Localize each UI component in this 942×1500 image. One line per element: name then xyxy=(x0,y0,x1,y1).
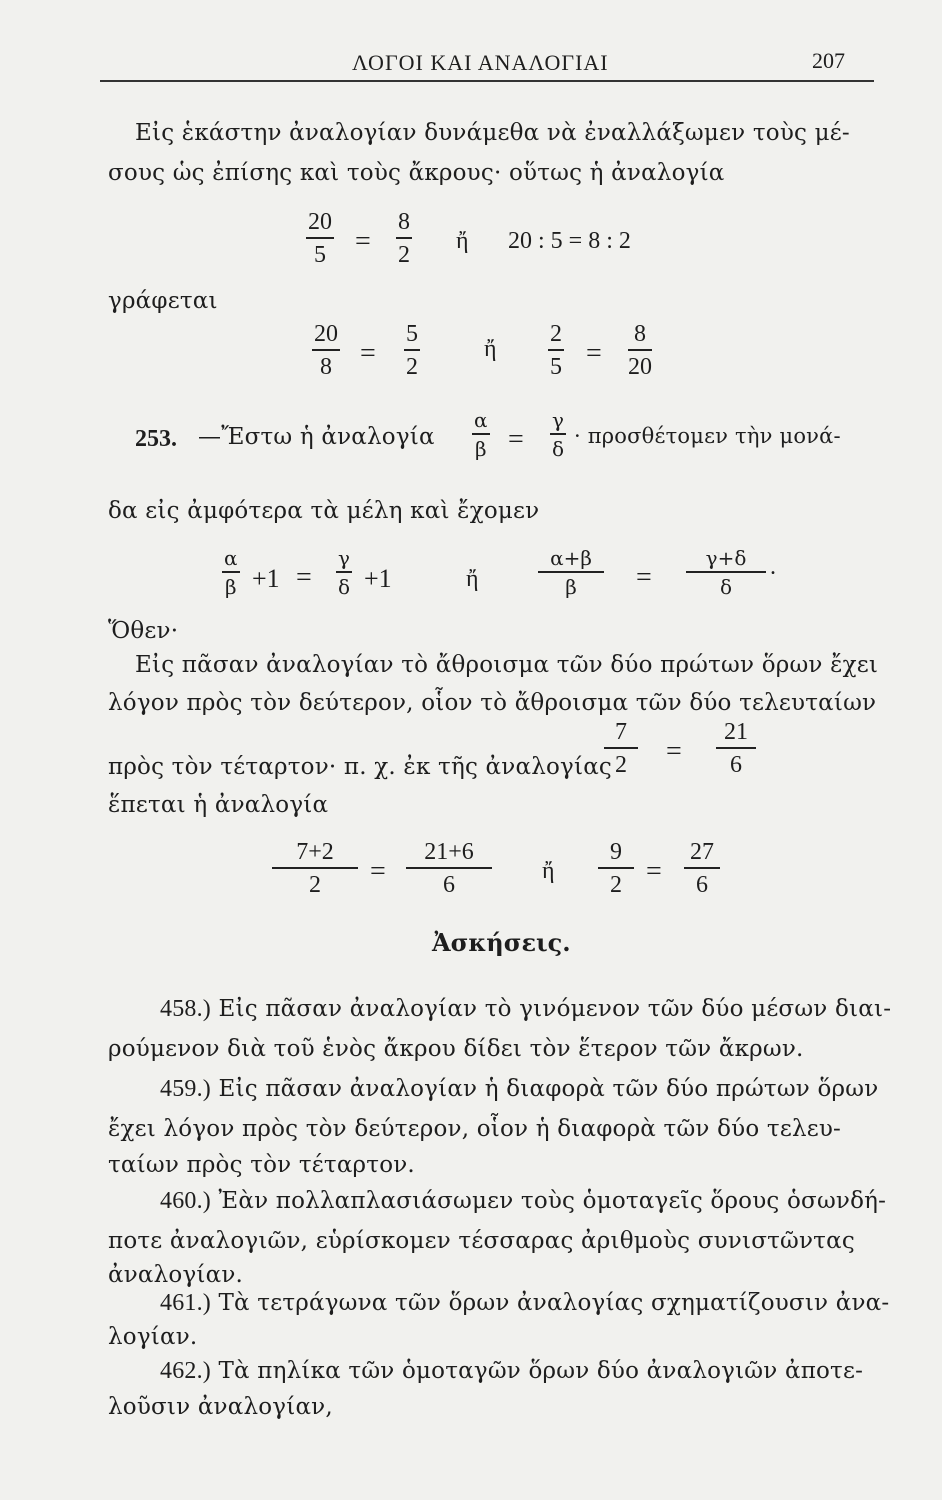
sec253-line2: δα εἰς ἀμφότερα τὰ μέλη καὶ ἔχομεν xyxy=(108,498,540,524)
fraction-numerator: 27 xyxy=(690,839,714,865)
plus-one: +1 xyxy=(252,564,280,593)
equals-sign: = xyxy=(646,856,662,887)
exercise-460-line3: ἀναλογίαν. xyxy=(108,1262,244,1288)
exercise-461-line1 xyxy=(160,1290,889,1317)
para2-fraction-1 xyxy=(604,720,638,777)
exercise-461-line2: λογίαν. xyxy=(108,1324,198,1350)
equals-sign: = xyxy=(508,424,524,455)
eq3-fraction-1 xyxy=(222,548,240,597)
eq2-fraction-a xyxy=(312,322,340,379)
exercise-text: Ἐὰν πολλαπλασιάσωμεν τοὺς ὁμοταγεῖς ὅρους ὁσωνδή- xyxy=(218,1188,887,1214)
para2-fraction-2 xyxy=(716,720,756,777)
para1-line2: σους ὡς ἐπίσης καὶ τοὺς ἄκρους· οὕτως ἡ ἀναλογία xyxy=(108,160,725,186)
equals-sign: = xyxy=(296,562,312,593)
plus-one: +1 xyxy=(364,564,392,593)
fraction-denominator: 5 xyxy=(314,241,326,268)
fraction-numerator: α+β xyxy=(550,546,592,570)
eq4-fraction-b xyxy=(406,840,492,897)
exercise-459-line3: ταίων πρὸς τὸν τέταρτον. xyxy=(108,1152,415,1178)
fraction-denominator: δ xyxy=(719,574,733,599)
eq1-fraction-a xyxy=(306,210,334,267)
equals-sign: = xyxy=(666,736,682,767)
fraction-denominator: δ xyxy=(551,436,564,461)
exercises-heading: Ἀσκήσεις. xyxy=(432,928,571,957)
fraction-numerator: γ xyxy=(338,546,350,570)
fraction-numerator: 21 xyxy=(724,719,748,745)
fraction-denominator: 6 xyxy=(730,751,742,778)
fraction-numerator: γ xyxy=(552,408,564,432)
para2-line3: πρὸς τὸν τέταρτον· π. χ. ἐκ τῆς ἀναλογίας xyxy=(108,754,613,780)
fraction-numerator: 9 xyxy=(610,839,622,865)
eq4-fraction-a xyxy=(272,840,358,897)
fraction-numerator: 7 xyxy=(615,719,627,745)
or-word: ἤ xyxy=(456,228,469,254)
exercise-number: 460.) xyxy=(160,1188,211,1214)
exercise-458-line2: ρούμενον διὰ τοῦ ἑνὸς ἄκρου δίδει τὸν ἕτερον τῶν ἄκρων. xyxy=(108,1036,804,1062)
fraction-denominator: β xyxy=(565,574,577,599)
fraction-denominator: 8 xyxy=(320,353,332,380)
equals-sign: = xyxy=(355,226,371,257)
exercise-text: Τὰ τετράγωνα τῶν ὅρων ἀναλογίας σχηματίζουσιν ἀνα- xyxy=(218,1290,890,1316)
fraction-denominator: 2 xyxy=(309,871,321,898)
eq1-ratio: 20 : 5 = 8 : 2 xyxy=(508,228,631,254)
exercise-number: 458.) xyxy=(160,996,211,1022)
para2-line1: Εἰς πᾶσαν ἀναλογίαν τὸ ἄθροισμα τῶν δύο πρώτων ὅρων ἔχει xyxy=(135,652,879,678)
eq4-fraction-d xyxy=(684,840,720,897)
para2-line2: λόγον πρὸς τὸν δεύτερον, οἷον τὸ ἄθροισμα τῶν δύο τελευταίων xyxy=(108,690,877,716)
fraction-numerator: α xyxy=(224,546,238,570)
or-word: ἤ xyxy=(484,336,497,362)
fraction-numerator: 20 xyxy=(308,209,332,235)
exercise-460-line1 xyxy=(160,1188,886,1215)
fraction-denominator: 20 xyxy=(628,353,652,380)
exercise-text: Εἰς πᾶσαν ἀναλογίαν ἡ διαφορὰ τῶν δύο πρώτων ὅρων xyxy=(218,1076,879,1102)
fraction-denominator: δ xyxy=(337,574,350,599)
fraction-numerator: α xyxy=(474,408,488,432)
exercise-text: Εἰς πᾶσαν ἀναλογίαν τὸ γινόμενον τῶν δύο μέσων διαι- xyxy=(218,996,892,1022)
fraction-denominator: 2 xyxy=(398,241,410,268)
equals-sign: = xyxy=(360,338,376,369)
fraction-numerator: 7+2 xyxy=(296,839,334,865)
sec253-fraction-1 xyxy=(472,410,490,459)
exercise-458-line1 xyxy=(160,996,891,1023)
sec253-fraction-2 xyxy=(550,410,566,459)
eq2-fraction-b xyxy=(404,322,420,379)
fraction-denominator: 2 xyxy=(610,871,622,898)
fraction-denominator: 6 xyxy=(696,871,708,898)
fraction-denominator: β xyxy=(474,436,487,461)
sec253-text-before: —Ἔστω ἡ ἀναλογία xyxy=(198,424,435,450)
fraction-numerator: 5 xyxy=(406,321,418,347)
exercise-459-line2: ἔχει λόγον πρὸς τὸν δεύτερον, οἷον ἡ διαφορὰ τῶν δύο τελευ- xyxy=(108,1116,841,1142)
grafetai-text: γράφεται xyxy=(108,288,218,314)
fraction-numerator: γ+δ xyxy=(705,546,747,570)
eq1-fraction-b xyxy=(396,210,412,267)
fraction-numerator: 2 xyxy=(550,321,562,347)
or-word: ἤ xyxy=(466,566,479,592)
eq3-fraction-3 xyxy=(538,548,604,597)
exercise-number: 461.) xyxy=(160,1290,211,1316)
eq2-fraction-d xyxy=(628,322,652,379)
or-word: ἤ xyxy=(542,858,555,884)
sec253-text-after: · προσθέτομεν τὴν μονά- xyxy=(574,424,841,448)
eq3-fraction-4 xyxy=(686,548,766,597)
equals-sign: = xyxy=(586,338,602,369)
exercise-number: 459.) xyxy=(160,1076,211,1102)
running-head: ΛΟΓΟΙ ΚΑΙ ΑΝΑΛΟΓΙΑΙ xyxy=(352,50,609,75)
fraction-numerator: 8 xyxy=(634,321,646,347)
othen-text: Ὅθεν· xyxy=(108,618,179,644)
eq4-fraction-c xyxy=(598,840,634,897)
eq3-fraction-2 xyxy=(336,548,352,597)
fraction-denominator: 2 xyxy=(406,353,418,380)
header-rule xyxy=(100,80,874,82)
exercise-460-line2: ποτε ἀναλογιῶν, εὑρίσκομεν τέσσαρας ἀριθμοὺς συνιστῶντας xyxy=(108,1228,855,1254)
fraction-numerator: 20 xyxy=(314,321,338,347)
eq2-fraction-c xyxy=(548,322,564,379)
equals-sign: = xyxy=(370,856,386,887)
exercise-459-line1 xyxy=(160,1076,878,1103)
exercise-462-line1 xyxy=(160,1358,863,1385)
exercise-462-line2: λοῦσιν ἀναλογίαν, xyxy=(108,1394,333,1420)
fraction-numerator: 21+6 xyxy=(424,839,474,865)
fraction-denominator: 6 xyxy=(443,871,455,898)
page-number: 207 xyxy=(812,48,845,73)
para2-line4: ἕπεται ἡ ἀναλογία xyxy=(108,792,329,818)
section-number: 253. xyxy=(135,426,177,452)
fraction-denominator: 5 xyxy=(550,353,562,380)
fraction-denominator: β xyxy=(224,574,237,599)
period: . xyxy=(770,554,776,580)
fraction-numerator: 8 xyxy=(398,209,410,235)
equals-sign: = xyxy=(636,562,652,593)
fraction-denominator: 2 xyxy=(615,751,627,778)
exercise-text: Τὰ πηλίκα τῶν ὁμοταγῶν ὅρων δύο ἀναλογιῶν ἀποτε- xyxy=(218,1358,864,1384)
para1-line1: Εἰς ἑκάστην ἀναλογίαν δυνάμεθα νὰ ἐναλλάξωμεν τοὺς μέ- xyxy=(135,120,850,146)
exercise-number: 462.) xyxy=(160,1358,211,1384)
